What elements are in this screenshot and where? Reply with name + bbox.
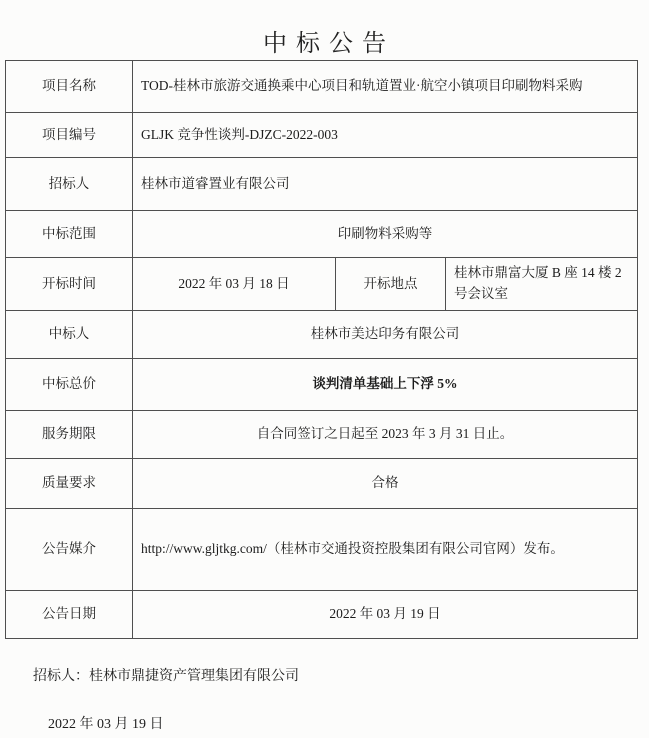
row-label-service-period: 服务期限 xyxy=(6,411,133,459)
row-value-tenderer: 桂林市道睿置业有限公司 xyxy=(133,158,638,211)
row-value-project-number: GLJK 竞争性谈判-DJZC-2022-003 xyxy=(133,113,638,158)
row-label-opening-place: 开标地点 xyxy=(336,258,446,311)
row-value-winner: 桂林市美达印务有限公司 xyxy=(133,311,638,359)
row-label-quality: 质量要求 xyxy=(6,459,133,509)
table-row-service-period xyxy=(6,411,638,459)
table-row-bid-opening xyxy=(6,258,638,311)
row-label-project-name: 项目名称 xyxy=(6,61,133,113)
row-value-service-period: 自合同签订之日起至 2023 年 3 月 31 日止。 xyxy=(133,411,638,459)
table-row-project-number xyxy=(6,113,638,158)
footer-tenderer-line: 招标人：桂林市鼎捷资产管理集团有限公司 xyxy=(33,669,299,684)
row-label-project-number: 项目编号 xyxy=(6,113,133,158)
row-label-tenderer: 招标人 xyxy=(6,158,133,211)
table-row-winning-price xyxy=(6,359,638,411)
row-label-winning-price: 中标总价 xyxy=(6,359,133,411)
row-value-opening-place: 桂林市鼎富大厦 B 座 14 楼 2 号会议室 xyxy=(446,258,638,311)
row-label-announcement-media: 公告媒介 xyxy=(6,509,133,591)
row-value-announcement-date: 2022 年 03 月 19 日 xyxy=(133,591,638,639)
row-value-announcement-media: http://www.gljtkg.com/（桂林市交通投资控股集团有限公司官网）发布。 xyxy=(133,509,638,591)
row-value-winning-price: 谈判清单基础上下浮 5% xyxy=(133,359,638,411)
footer-date-line: 2022 年 03 月 19 日 xyxy=(48,717,164,732)
row-value-quality: 合格 xyxy=(133,459,638,509)
row-value-bid-scope: 印刷物料采购等 xyxy=(133,211,638,258)
page-title: 中标公告 xyxy=(263,31,395,57)
table-row-announcement-date xyxy=(6,591,638,639)
table-row-winner xyxy=(6,311,638,359)
table-row-bid-scope xyxy=(6,211,638,258)
table-row-project-name xyxy=(6,61,638,113)
row-label-announcement-date: 公告日期 xyxy=(6,591,133,639)
table-row-quality xyxy=(6,459,638,509)
row-label-winner: 中标人 xyxy=(6,311,133,359)
table-row-tenderer xyxy=(6,158,638,211)
row-value-project-name: TOD-桂林市旅游交通换乘中心项目和轨道置业·航空小镇项目印刷物料采购 xyxy=(133,61,638,113)
announcement-table xyxy=(5,60,638,639)
row-label-opening-time: 开标时间 xyxy=(6,258,133,311)
table-row-announcement-media xyxy=(6,509,638,591)
row-value-opening-time: 2022 年 03 月 18 日 xyxy=(133,258,336,311)
row-label-bid-scope: 中标范围 xyxy=(6,211,133,258)
